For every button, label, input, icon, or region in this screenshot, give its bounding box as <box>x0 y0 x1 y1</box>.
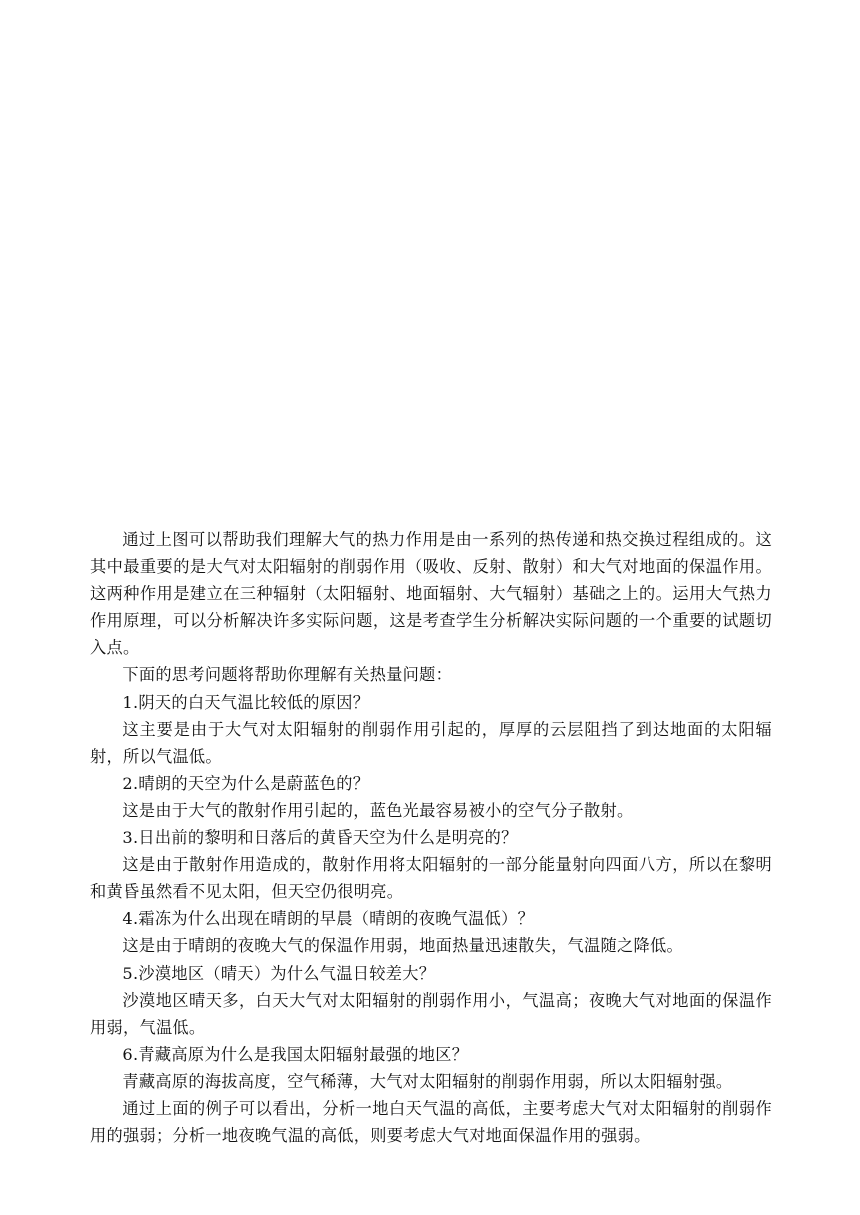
answer-5: 沙漠地区晴天多，白天大气对太阳辐射的削弱作用小，气温高；夜晚大气对地面的保温作用弱，气温低。 <box>90 990 772 1037</box>
question-3: 3.日出前的黎明和日落后的黄昏天空为什么是明亮的？ <box>122 828 518 848</box>
answer-3: 这是由于散射作用造成的，散射作用将太阳辐射的一部分能量射向四面八方，所以在黎明和黄昏虽然看不见太阳，但天空仍很明亮。 <box>90 855 772 902</box>
answer-4: 这是由于晴朗的夜晚大气的保温作用弱，地面热量迅速散失，气温随之降低。 <box>122 936 683 956</box>
conclusion-paragraph: 通过上面的例子可以看出，分析一地白天气温的高低，主要考虑大气对太阳辐射的削弱作用的强弱；分析一地夜晚气温的高低，则要考虑大气对地面保温作用的强弱。 <box>90 1098 772 1146</box>
document-body <box>90 526 772 1149</box>
answer-2: 这是由于大气的散射作用引起的，蓝色光最容易被小的空气分子散射。 <box>122 800 634 820</box>
question-1: 1.阴天的白天气温比较低的原因？ <box>122 692 370 712</box>
questions-intro: 下面的思考问题将帮助你理解有关热量问题： <box>122 665 453 685</box>
question-6: 6.青藏高原为什么是我国太阳辐射最强的地区？ <box>122 1044 469 1064</box>
answer-1: 这主要是由于大气对太阳辐射的削弱作用引起的，厚厚的云层阻挡了到达地面的太阳辐射，所以气温低。 <box>90 719 772 766</box>
intro-paragraph: 通过上图可以帮助我们理解大气的热力作用是由一系列的热传递和热交换过程组成的。这其中最重要的是大气对太阳辐射的削弱作用（吸收、反射、散射）和大气对地面的保温作用。这两种作用是建立在三种辐射（太阳辐射、地面辐射、大气辐射）基础之上的。运用大气热力作用原理，可以分析解决许多实际问题，这是考查学生分析解决实际问题的一个重要的试题切入点。 <box>90 530 772 658</box>
answer-6: 青藏高原的海拔高度，空气稀薄，大气对太阳辐射的削弱作用弱，所以太阳辐射强。 <box>122 1071 733 1091</box>
question-5: 5.沙漠地区（晴天）为什么气温日较差大？ <box>122 963 436 983</box>
figure-placeholder <box>90 40 770 510</box>
question-4: 4.霜冻为什么出现在晴朗的早晨（晴朗的夜晚气温低）？ <box>122 909 535 929</box>
question-2: 2.晴朗的天空为什么是蔚蓝色的？ <box>122 773 370 793</box>
